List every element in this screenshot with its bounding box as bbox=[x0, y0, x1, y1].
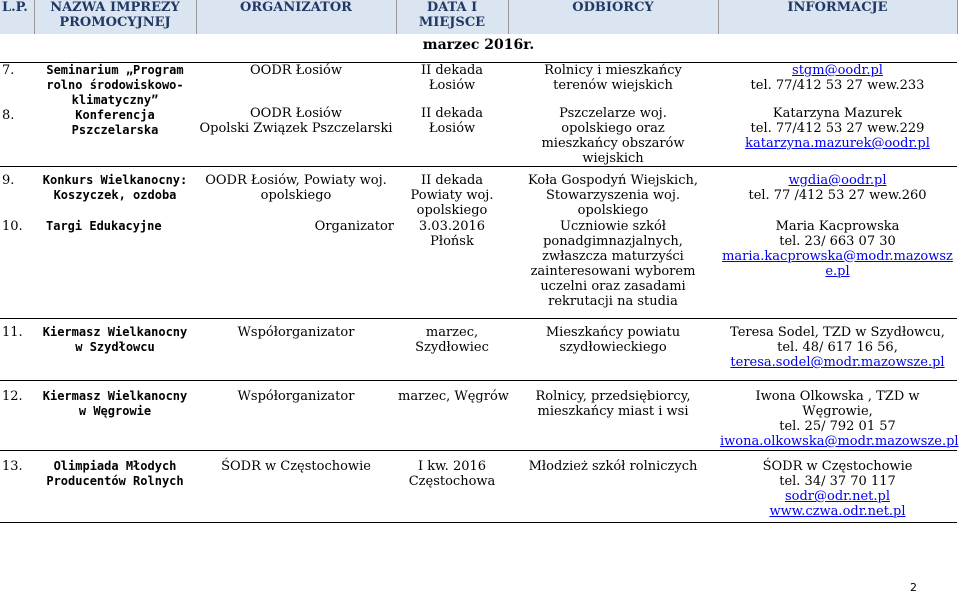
recipients-cell bbox=[508, 219, 718, 319]
contact-name: Teresa Sodel, TZD w Szydłowcu, bbox=[730, 325, 945, 340]
date-text: 3.03.2016 Płońsk bbox=[418, 218, 486, 249]
recipients-text: Uczniowie szkół ponadgimnazjalnych, zwłaszcza maturzyści zainteresowani wyborem uczelni oraz zasadami rekrutacji na studia bbox=[530, 218, 696, 309]
event-name: Kiermasz Wielkanocny w Węgrowie bbox=[34, 381, 196, 451]
info-cell bbox=[718, 219, 957, 319]
table-row bbox=[0, 219, 957, 319]
info-cell bbox=[718, 63, 957, 167]
event-name bbox=[34, 63, 196, 167]
month-label: marzec 2016r. bbox=[422, 37, 535, 53]
event-name-7: Seminarium „Program rolno środowiskowo-klimatyczny” bbox=[46, 63, 184, 107]
table-row bbox=[0, 381, 957, 451]
date-text: II dekada Powiaty woj. opolskiego bbox=[410, 173, 494, 218]
website-link[interactable]: www.czwa.odr.net.pl bbox=[769, 504, 906, 519]
event-name: Konkurs Wielkanocny: Koszyczek, ozdoba bbox=[34, 167, 196, 219]
recipients-cell bbox=[508, 63, 718, 167]
recipients-7: Rolnicy i mieszkańcy terenów wiejskich bbox=[544, 63, 682, 93]
contact-name: Maria Kacprowska bbox=[775, 218, 900, 234]
info-cell bbox=[718, 319, 957, 381]
event-name: Kiermasz Wielkanocny w Szydłowcu bbox=[34, 319, 196, 381]
organizer-8b: Opolski Związek Pszczelarski bbox=[199, 121, 393, 136]
email-link[interactable]: sodr@odr.net.pl bbox=[784, 489, 890, 504]
header-date: DATA I MIEJSCE bbox=[396, 0, 508, 34]
email-link[interactable]: teresa.sodel@modr.mazowsze.pl bbox=[730, 355, 945, 370]
row-number: 9. bbox=[0, 167, 34, 219]
email-link[interactable]: maria.kacprowska@modr.mazowsze.pl bbox=[722, 248, 953, 279]
organizer-cell: ŚODR w Częstochowie bbox=[196, 451, 396, 523]
info-cell bbox=[718, 451, 957, 523]
phone-text: tel. 34/ 37 70 117 bbox=[779, 474, 896, 489]
organizer-cell bbox=[196, 63, 396, 167]
row-number: 10. bbox=[0, 219, 34, 319]
month-row bbox=[0, 34, 957, 63]
organizer-7: OODR Łosiów bbox=[250, 63, 342, 78]
organizer-cell: Współorganizator bbox=[196, 381, 396, 451]
recipients-cell: Młodzież szkół rolniczych bbox=[508, 451, 718, 523]
row-number-8: 8. bbox=[2, 108, 15, 123]
organizer-8a: OODR Łosiów bbox=[250, 106, 342, 121]
date-cell bbox=[396, 451, 508, 523]
recipients-text: Mieszkańcy powiatu szydłowieckiego bbox=[545, 325, 681, 355]
organizer-cell: Współorganizator bbox=[196, 319, 396, 381]
row-number: 12. bbox=[0, 381, 34, 451]
event-name: Olimpiada Młodych Producentów Rolnych bbox=[34, 451, 196, 523]
phone-text: tel. 77/412 53 27 wew.229 bbox=[750, 121, 925, 136]
contact-name: Iwona Olkowska , TZD w Węgrowie, bbox=[755, 389, 920, 419]
table-row bbox=[0, 167, 957, 219]
recipients-8: Pszczelarze woj. opolskiego oraz mieszkańcy obszarów wiejskich bbox=[541, 106, 685, 166]
organizer-cell: Organizator bbox=[196, 219, 396, 319]
table-row bbox=[0, 63, 957, 167]
table-row bbox=[0, 451, 957, 523]
organizer-cell: OODR Łosiów, Powiaty woj. opolskiego bbox=[196, 167, 396, 219]
header-lp: L.P. bbox=[0, 0, 34, 34]
row-number bbox=[0, 63, 34, 167]
recipients-cell bbox=[508, 319, 718, 381]
date-cell bbox=[396, 63, 508, 167]
recipients-text: Rolnicy, przedsiębiorcy, mieszkańcy miast i wsi bbox=[535, 389, 691, 419]
date-cell bbox=[396, 167, 508, 219]
header-info: INFORMACJE bbox=[718, 0, 957, 34]
header-recipients: ODBIORCY bbox=[508, 0, 718, 34]
header-name: NAZWA IMPREZY PROMOCYJNEJ bbox=[34, 0, 196, 34]
email-link[interactable]: wgdia@oodr.pl bbox=[788, 173, 887, 188]
phone-text: tel. 25/ 792 01 57 bbox=[779, 419, 896, 434]
date-cell bbox=[396, 219, 508, 319]
contact-name: Katarzyna Mazurek bbox=[772, 106, 903, 121]
table-row bbox=[0, 319, 957, 381]
row-number: 11. bbox=[0, 319, 34, 381]
event-name: Targi Edukacyjne bbox=[34, 219, 196, 319]
phone-text: tel. 48/ 617 16 56, bbox=[777, 340, 898, 355]
event-name-8: Konferencja Pszczelarska bbox=[71, 108, 159, 137]
page-number: 2 bbox=[910, 581, 917, 594]
contact-name: ŚODR w Częstochowie bbox=[762, 459, 913, 474]
phone-text: tel. 77/412 53 27 wew.233 bbox=[750, 78, 925, 93]
recipients-cell: Koła Gospodyń Wiejskich, Stowarzyszenia woj. opolskiego bbox=[508, 167, 718, 219]
phone-text: tel. 23/ 663 07 30 bbox=[779, 233, 896, 249]
date-text: marzec, Szydłowiec bbox=[415, 325, 489, 355]
info-cell bbox=[718, 167, 957, 219]
date-cell: marzec, Węgrów bbox=[396, 381, 508, 451]
email-link[interactable]: stgm@oodr.pl bbox=[792, 63, 883, 78]
date-7: II dekada Łosiów bbox=[420, 63, 484, 93]
row-number: 13. bbox=[0, 451, 34, 523]
header-organizer: ORGANIZATOR bbox=[196, 0, 396, 34]
table-header-row bbox=[0, 0, 957, 34]
phone-text: tel. 77 /412 53 27 wew.260 bbox=[748, 188, 927, 203]
date-text: I kw. 2016 Częstochowa bbox=[408, 459, 496, 489]
email-link[interactable]: iwona.olkowska@modr.mazowsze.pl bbox=[720, 434, 959, 449]
info-cell bbox=[718, 381, 957, 451]
date-cell bbox=[396, 319, 508, 381]
email-link[interactable]: katarzyna.mazurek@oodr.pl bbox=[745, 136, 930, 151]
date-8: II dekada Łosiów bbox=[420, 106, 484, 136]
row-number-7: 7. bbox=[2, 63, 15, 78]
recipients-cell bbox=[508, 381, 718, 451]
